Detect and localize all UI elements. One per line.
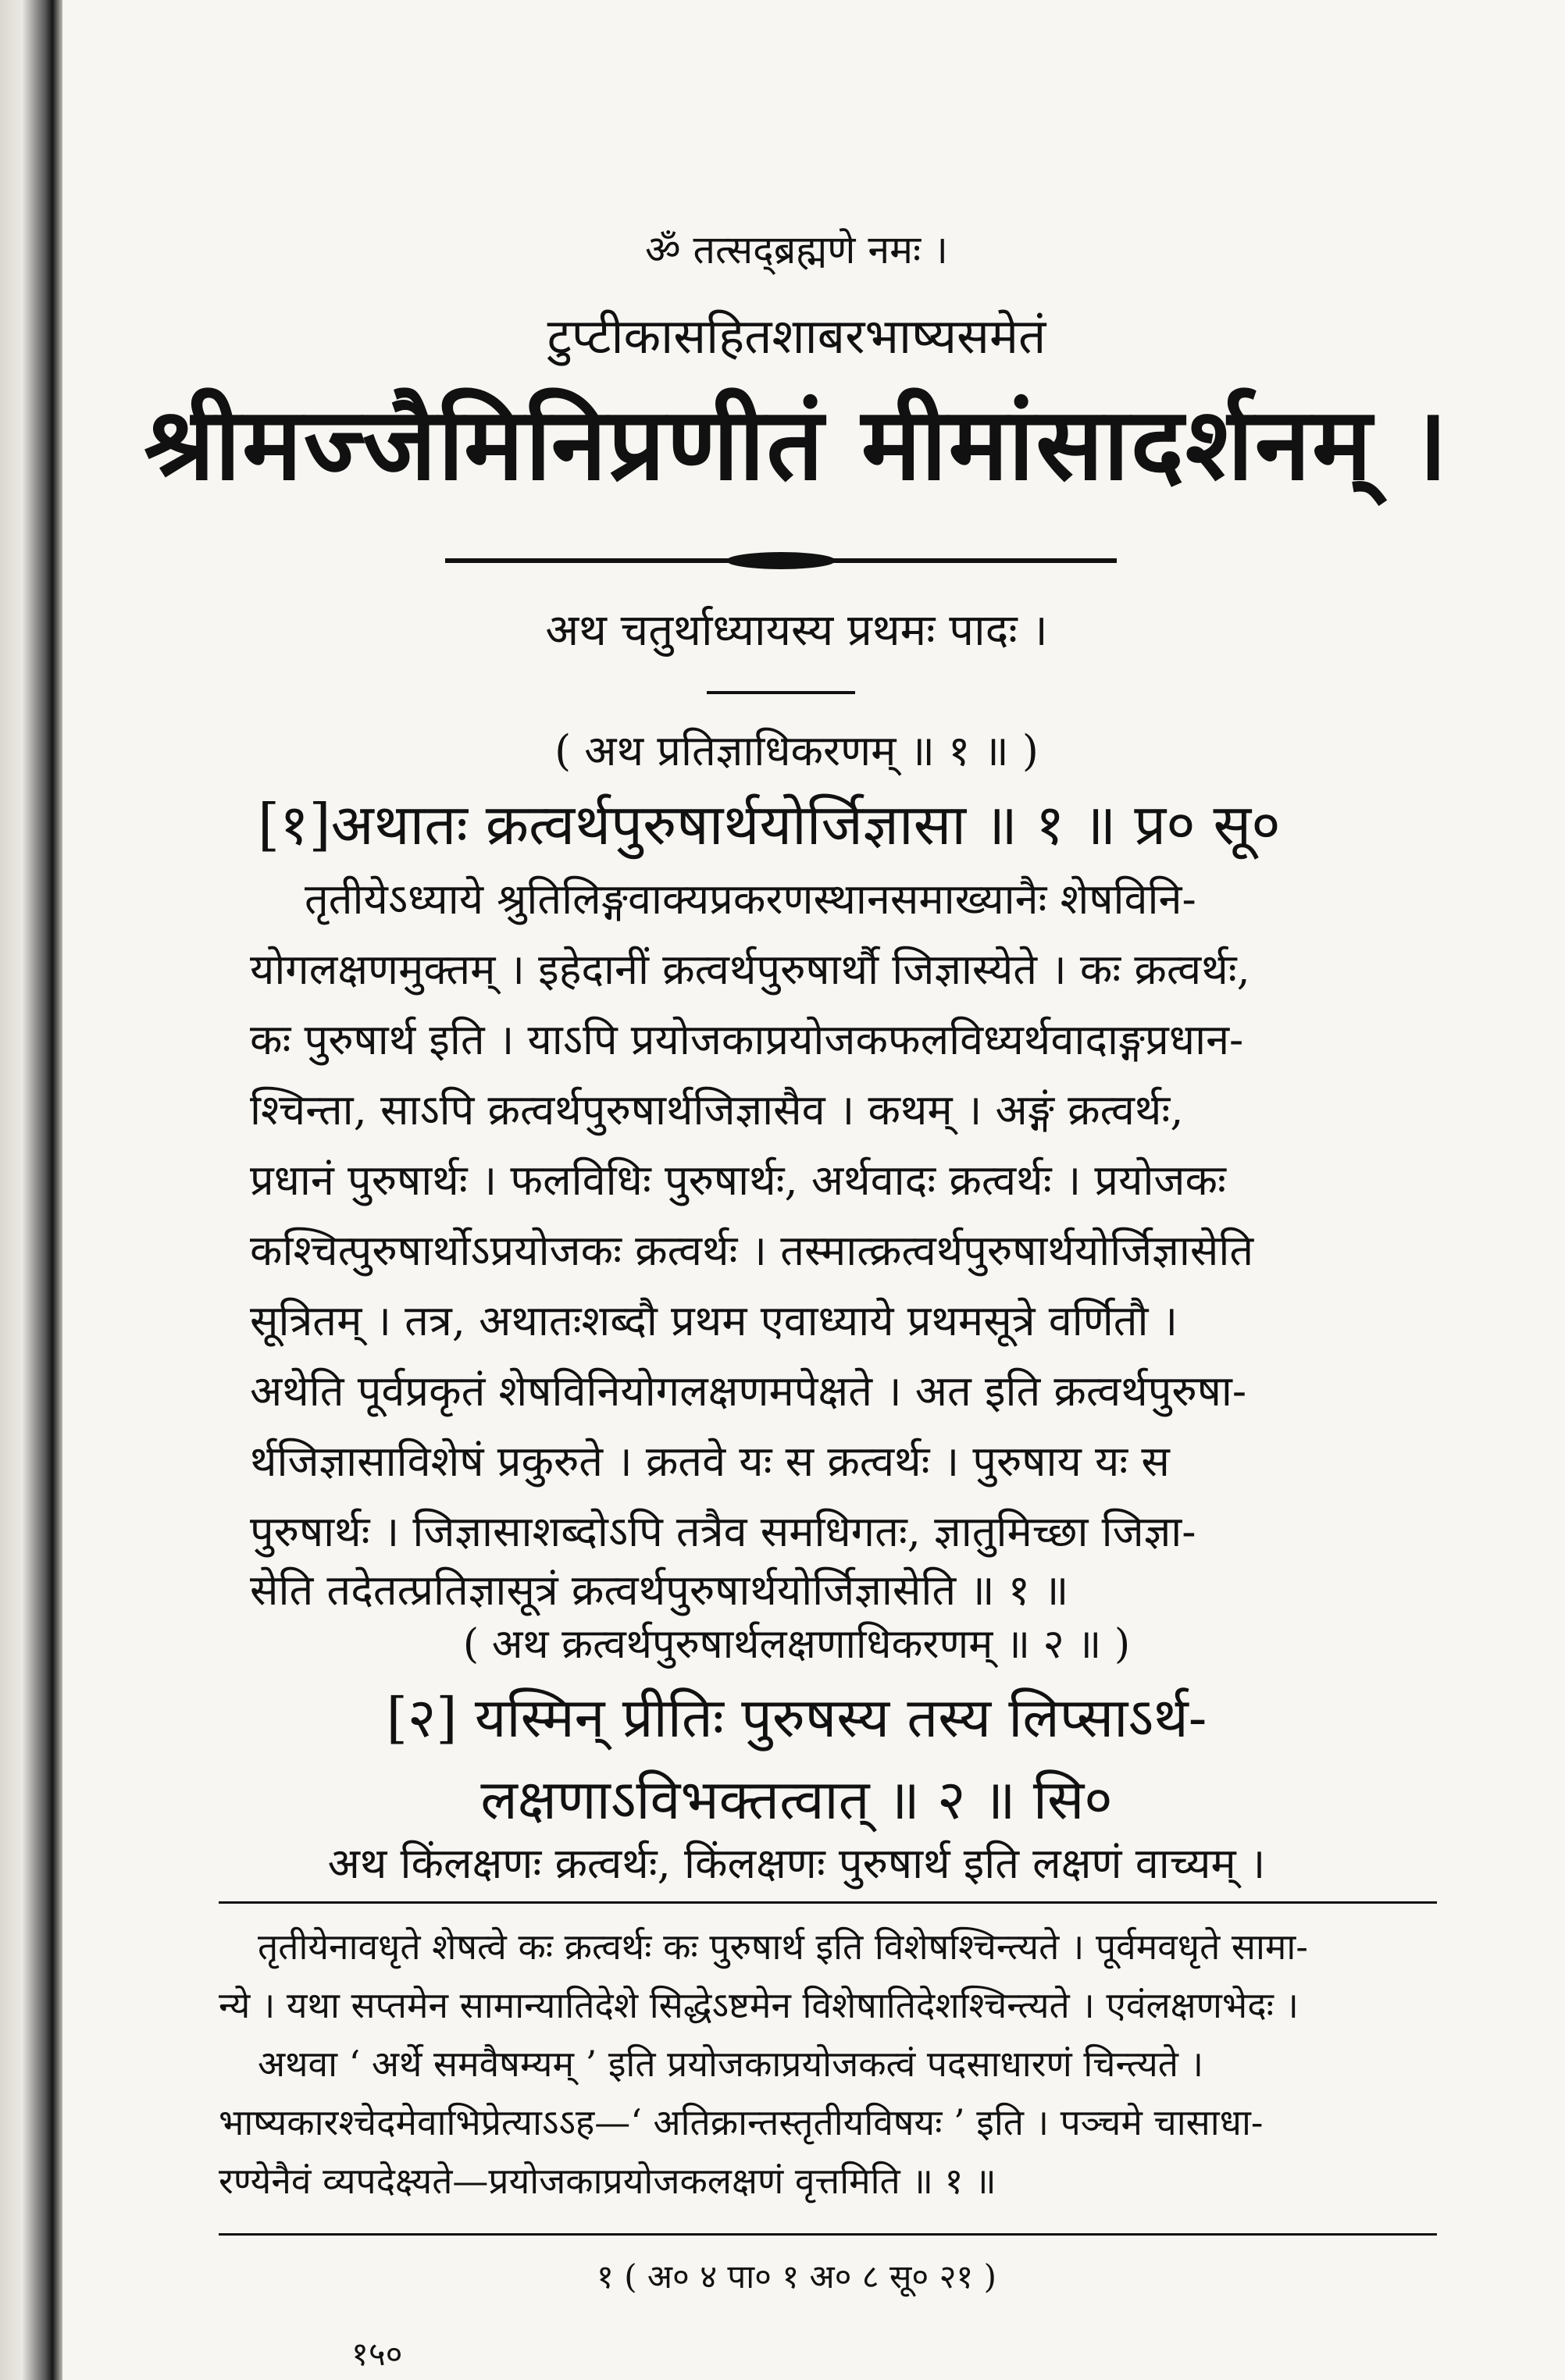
commentary-line: र्थजिज्ञासाविशेषं प्रकुरुते । क्रतवे यः स क्रत्वर्थः । पुरुषाय यः स bbox=[250, 1437, 1170, 1486]
commentary-line: पुरुषार्थः । जिज्ञासाशब्दोऽपि तत्रैव समधिगतः, ज्ञातुमिच्छा जिज्ञा- bbox=[250, 1507, 1196, 1556]
footnote-rule bbox=[219, 1901, 1437, 1904]
invocation: ॐ तत्सद्ब्रह्मणे नमः । bbox=[645, 227, 948, 273]
question-line: अथ किंलक्षणः क्रत्वर्थः, किंलक्षणः पुरुषार्थ इति लक्षणं वाच्यम् । bbox=[327, 1839, 1266, 1888]
chapter-heading: अथ चतुर्थाध्यायस्य प्रथमः पादः । bbox=[545, 605, 1048, 656]
subtitle: टुप्टीकासहितशाबरभाष्यसमेतं bbox=[547, 308, 1046, 365]
section-heading-1: ( अथ प्रतिज्ञाधिकरणम् ॥ १ ॥ ) bbox=[554, 726, 1039, 775]
signature-mark: १५० bbox=[351, 2335, 403, 2373]
commentary-line: कः पुरुषार्थ इति । याऽपि प्रयोजकाप्रयोजकफलविध्यर्थवादाङ्गप्रधान- bbox=[250, 1015, 1244, 1064]
commentary-line: योगलक्षणमुक्तम् । इहेदानीं क्रत्वर्थपुरुषार्थौ जिज्ञास्येते । कः क्रत्वर्थः, bbox=[250, 945, 1250, 994]
commentary-line: अथेति पूर्वप्रकृतं शेषविनियोगलक्षणमपेक्षते । अत इति क्रत्वर्थपुरुषा- bbox=[250, 1366, 1247, 1416]
short-rule bbox=[707, 691, 855, 694]
footnote-bottom-rule bbox=[219, 2233, 1437, 2236]
footnote-line: भाष्यकारश्चेदमेवाभिप्रेत्याऽऽह—‘ अतिक्रान्तस्तृतीयविषयः ’ इति । पञ्चमे चासाधा- bbox=[219, 2101, 1264, 2143]
commentary-line: कश्चित्पुरुषार्थोऽप्रयोजकः क्रत्वर्थः । तस्मात्क्रत्वर्थपुरुषार्थयोर्जिज्ञासेति bbox=[250, 1226, 1254, 1275]
page-reference: १ ( अ० ४ पा० १ अ० ८ सू० २१ ) bbox=[597, 2257, 996, 2296]
footnote-line: रण्येनैवं व्यपदेक्ष्यते—प्रयोजकाप्रयोजकलक्षणं वृत्तमिति ॥ १ ॥ bbox=[219, 2160, 996, 2202]
commentary-line: तृतीयेऽध्याये श्रुतिलिङ्गवाक्यप्रकरणस्थानसमाख्यानैः शेषविनि- bbox=[305, 875, 1196, 924]
section-heading-2: ( अथ क्रत्वर्थपुरुषार्थलक्षणाधिकरणम् ॥ २ ॥ ) bbox=[462, 1621, 1131, 1668]
commentary-line: प्रधानं पुरुषार्थः । फलविधिः पुरुषार्थः, अर्थवादः क्रत्वर्थः । प्रयोजकः bbox=[250, 1156, 1226, 1205]
binding-edge bbox=[0, 0, 62, 2380]
page-title: श्रीमज्जैमिनिप्रणीतं मीमांसादर्शनम् । bbox=[144, 386, 1449, 503]
ornamental-rule bbox=[445, 558, 1117, 563]
sutra-2-line-1: [२] यस्मिन् प्रीतिः पुरुषस्य तस्य लिप्साऽर्थ- bbox=[386, 1686, 1207, 1750]
book-page bbox=[117, 0, 1476, 2380]
sutra-1: [१]अथातः क्रत्वर्थपुरुषार्थयोर्जिज्ञासा ॥ १ ॥ प्र० सू० bbox=[258, 792, 1281, 857]
footnote-line: अथवा ‘ अर्थे समवैषम्यम् ’ इति प्रयोजकाप्रयोजकत्वं पदसाधारणं चिन्त्यते । bbox=[258, 2043, 1204, 2085]
footnote-line: न्ये । यथा सप्तमेन सामान्यातिदेशे सिद्धेऽष्टमेन विशेषातिदेशश्चिन्त्यते । एवंलक्षणभेदः । bbox=[219, 1984, 1299, 2026]
commentary-line: सेति तदेतत्प्रतिज्ञासूत्रं क्रत्वर्थपुरुषार्थयोर्जिज्ञासेति ॥ १ ॥ bbox=[250, 1566, 1069, 1615]
commentary-line: श्चिन्ता, साऽपि क्रत्वर्थपुरुषार्थजिज्ञासैव । कथम् । अङ्गं क्रत्वर्थः, bbox=[250, 1085, 1184, 1135]
sutra-2-line-2: लक्षणाऽविभक्तत्वात् ॥ २ ॥ सि० bbox=[480, 1768, 1113, 1832]
commentary-line: सूत्रितम् । तत्र, अथातःशब्दौ प्रथम एवाध्याये प्रथमसूत्रे वर्णितौ । bbox=[250, 1296, 1178, 1345]
footnote-line: तृतीयेनावधृते शेषत्वे कः क्रत्वर्थः कः पुरुषार्थ इति विशेषश्चिन्त्यते । पूर्वमवधृते सामा- bbox=[258, 1926, 1308, 1968]
